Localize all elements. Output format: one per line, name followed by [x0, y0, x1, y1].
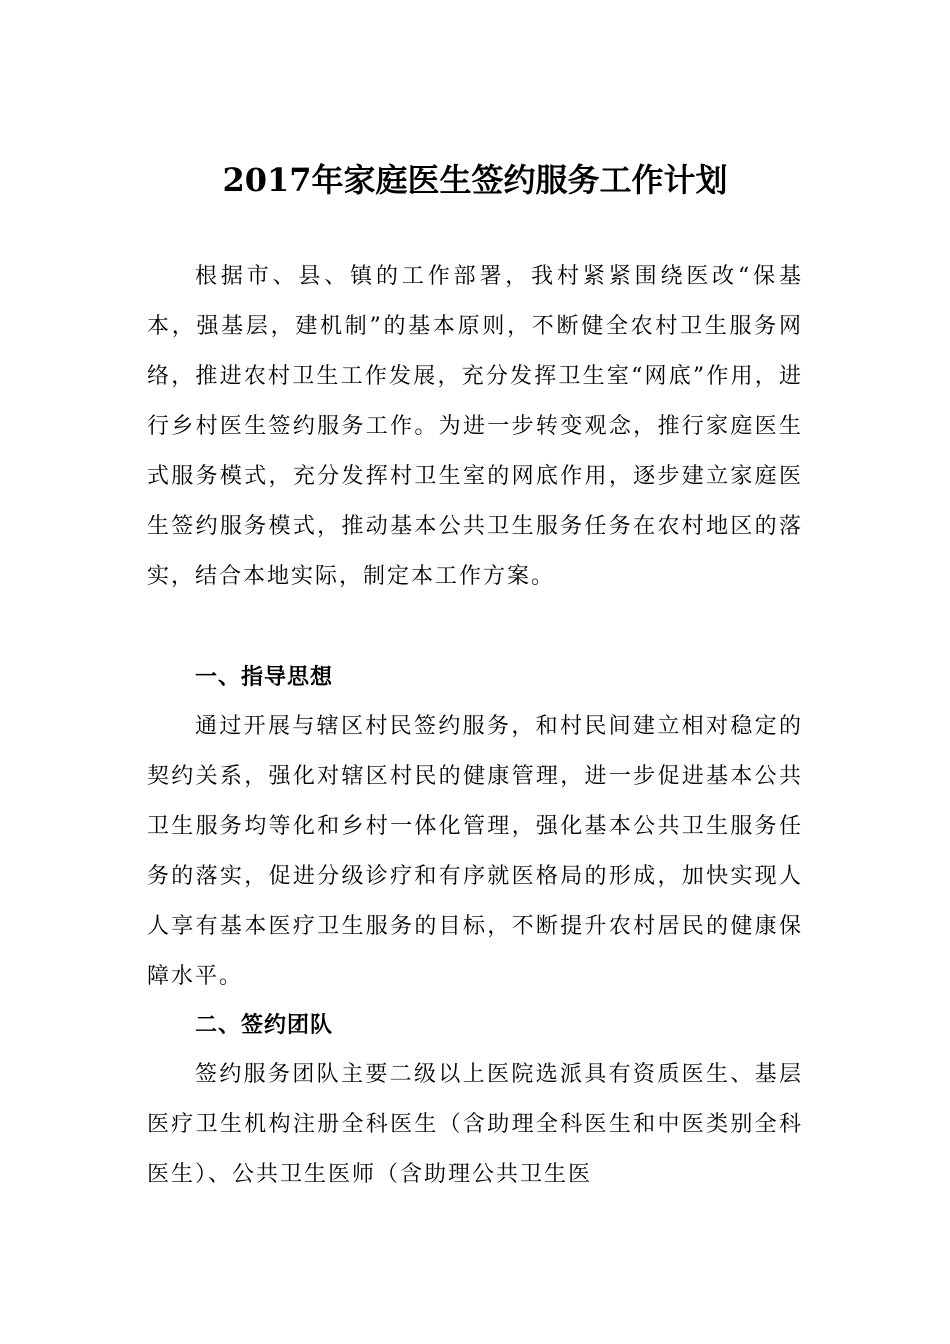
section-heading-guiding-ideology	[147, 652, 803, 702]
section2-text: 签约服务团队主要二级以上医院选派具有资质医生、基层医疗卫生机构注册全科医生（含助理全科医生和中医类别全科医生）、公共卫生医师（含助理公共卫生医	[147, 1062, 803, 1187]
section2-paragraph	[147, 1050, 803, 1200]
section-heading-signing-team	[147, 1000, 803, 1050]
intro-text: 根据市、县、镇的工作部署，我村紧紧围绕医改“保基本，强基层，建机制”的基本原则，不断健全农村卫生服务网络，推进农村卫生工作发展，充分发挥卫生室“网底”作用，进行乡村医生签约服务工作。为进一步转变观念，推行家庭医生式服务模式，充分发挥村卫生室的网底作用，逐步建立家庭医生签约服务模式，推动基本公共卫生服务任务在农村地区的落实，结合本地实际，制定本工作方案。	[147, 264, 803, 589]
section1-text: 通过开展与辖区村民签约服务，和村民间建立相对稳定的契约关系，强化对辖区村民的健康管理，进一步促进基本公共卫生服务均等化和乡村一体化管理，强化基本公共卫生服务任务的落实，促进分级诊疗和有序就医格局的形成，加快实现人人享有基本医疗卫生服务的目标，不断提升农村居民的健康保障水平。	[147, 714, 803, 989]
section1-paragraph	[147, 702, 803, 1002]
intro-paragraph	[147, 252, 803, 602]
document-title: 2017年家庭医生签约服务工作计划	[222, 161, 728, 199]
section2-heading: 二、签约团队	[195, 1012, 334, 1038]
section1-heading: 一、指导思想	[195, 664, 334, 690]
